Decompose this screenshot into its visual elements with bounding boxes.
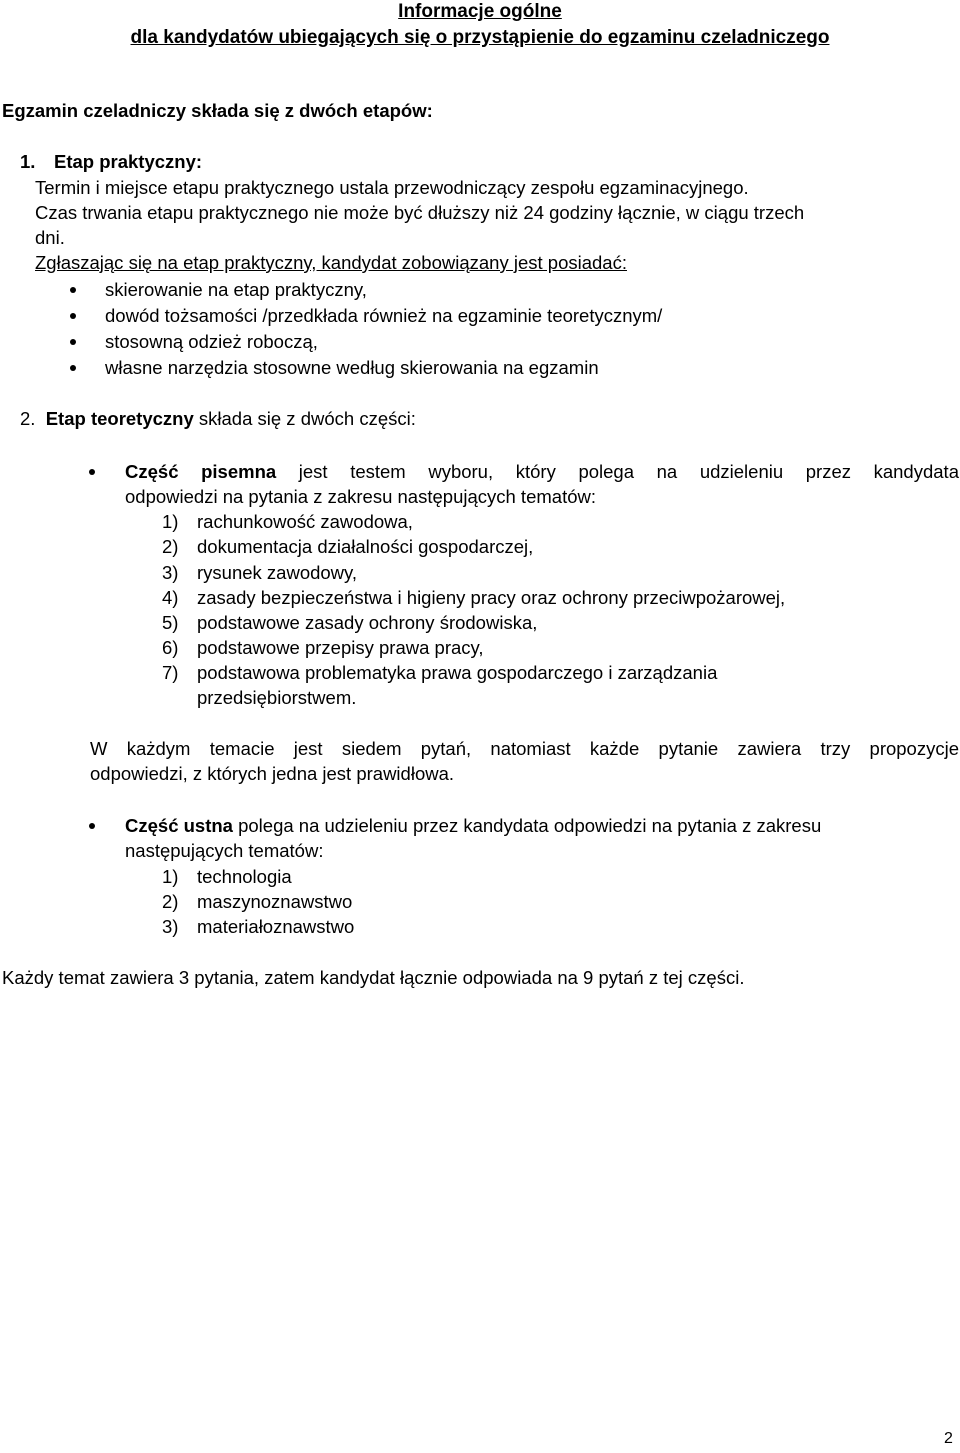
topic-item: maszynoznawstwo [197,891,353,912]
topic-number: 5) [162,612,179,633]
topic-item: rysunek zawodowy, [197,562,358,583]
topic-number: 3) [162,562,179,583]
topic-item: technologia [197,866,292,887]
intro-heading: Egzamin czeladniczy składa się z dwóch etapów: [2,100,433,121]
topic-number: 4) [162,587,179,608]
topic-item: zasady bezpieczeństwa i higieny pracy oraz ochrony przeciwpożarowej, [197,587,786,608]
oral-part-line1 [125,817,821,836]
document-title: Informacje ogólne [398,1,562,22]
stage1-line1: Termin i miejsce etapu praktycznego ustala przewodniczący zespołu egzaminacyjnego. [35,177,749,198]
written-part-line1 [125,463,959,482]
written-note-line1: W każdym temacie jest siedem pytań, natomiast każde pytanie zawiera trzy propozycje [90,738,959,759]
topic-number: 1) [162,511,179,532]
bullet-icon [70,365,76,371]
bullet-icon [89,823,95,829]
written-note-line2: odpowiedzi, z których jedna jest prawidłowa. [90,763,455,784]
stage2-title: Etap teoretyczny [45,408,194,429]
topic-number: 7) [162,662,179,683]
written-part-desc: jest testem wyboru, który polega na udzieleniu przez kandydata [298,461,959,482]
page-number: 2 [944,1430,953,1447]
requirement-item: skierowanie na etap praktyczny, [105,279,367,300]
written-part-name: Część pisemna [125,461,277,482]
bullet-icon [70,339,76,345]
topic-number: 3) [162,916,179,937]
topic-number: 1) [162,866,179,887]
topic-number: 2) [162,891,179,912]
stage2-heading [20,410,416,429]
oral-part-desc: polega na udzieleniu przez kandydata odpowiedzi na pytania z zakresu [238,815,822,836]
topic-item: podstawowe zasady ochrony środowiska, [197,612,538,633]
bullet-icon [70,287,76,293]
topic-item: rachunkowość zawodowa, [197,511,413,532]
document-subtitle: dla kandydatów ubiegających się o przystąpienie do egzaminu czeladniczego [130,27,830,48]
bullet-icon [70,313,76,319]
requirement-item: własne narzędzia stosowne według skierowania na egzamin [105,357,599,378]
requirement-item: dowód tożsamości /przedkłada również na egzaminie teoretycznym/ [105,305,663,326]
stage1-line3: dni. [35,227,65,248]
requirement-item: stosowną odzież roboczą, [105,331,318,352]
bullet-icon [89,469,95,475]
stage1-number: 1. [20,151,36,172]
stage2-number: 2. [20,408,36,429]
topic-item-continuation: przedsiębiorstwem. [197,687,357,708]
written-part-line2: odpowiedzi na pytania z zakresu następujących tematów: [125,486,596,507]
stage2-title-rest: składa się z dwóch części: [198,408,416,429]
oral-part-name: Część ustna [125,815,233,836]
stage1-line2: Czas trwania etapu praktycznego nie może być dłuższy niż 24 godziny łącznie, w ciągu trzech [35,202,805,223]
requirements-intro: Zgłaszając się na etap praktyczny, kandydat zobowiązany jest posiadać: [35,252,627,273]
stage1-title: Etap praktyczny: [54,151,203,172]
topic-item: materiałoznawstwo [197,916,355,937]
topic-number: 6) [162,637,179,658]
oral-part-line2: następujących tematów: [125,840,324,861]
footer-note: Każdy temat zawiera 3 pytania, zatem kandydat łącznie odpowiada na 9 pytań z tej części. [2,967,745,988]
topic-number: 2) [162,536,179,557]
topic-item: podstawowe przepisy prawa pracy, [197,637,484,658]
topic-item: dokumentacja działalności gospodarczej, [197,536,534,557]
topic-item: podstawowa problematyka prawa gospodarczego i zarządzania [197,662,718,683]
